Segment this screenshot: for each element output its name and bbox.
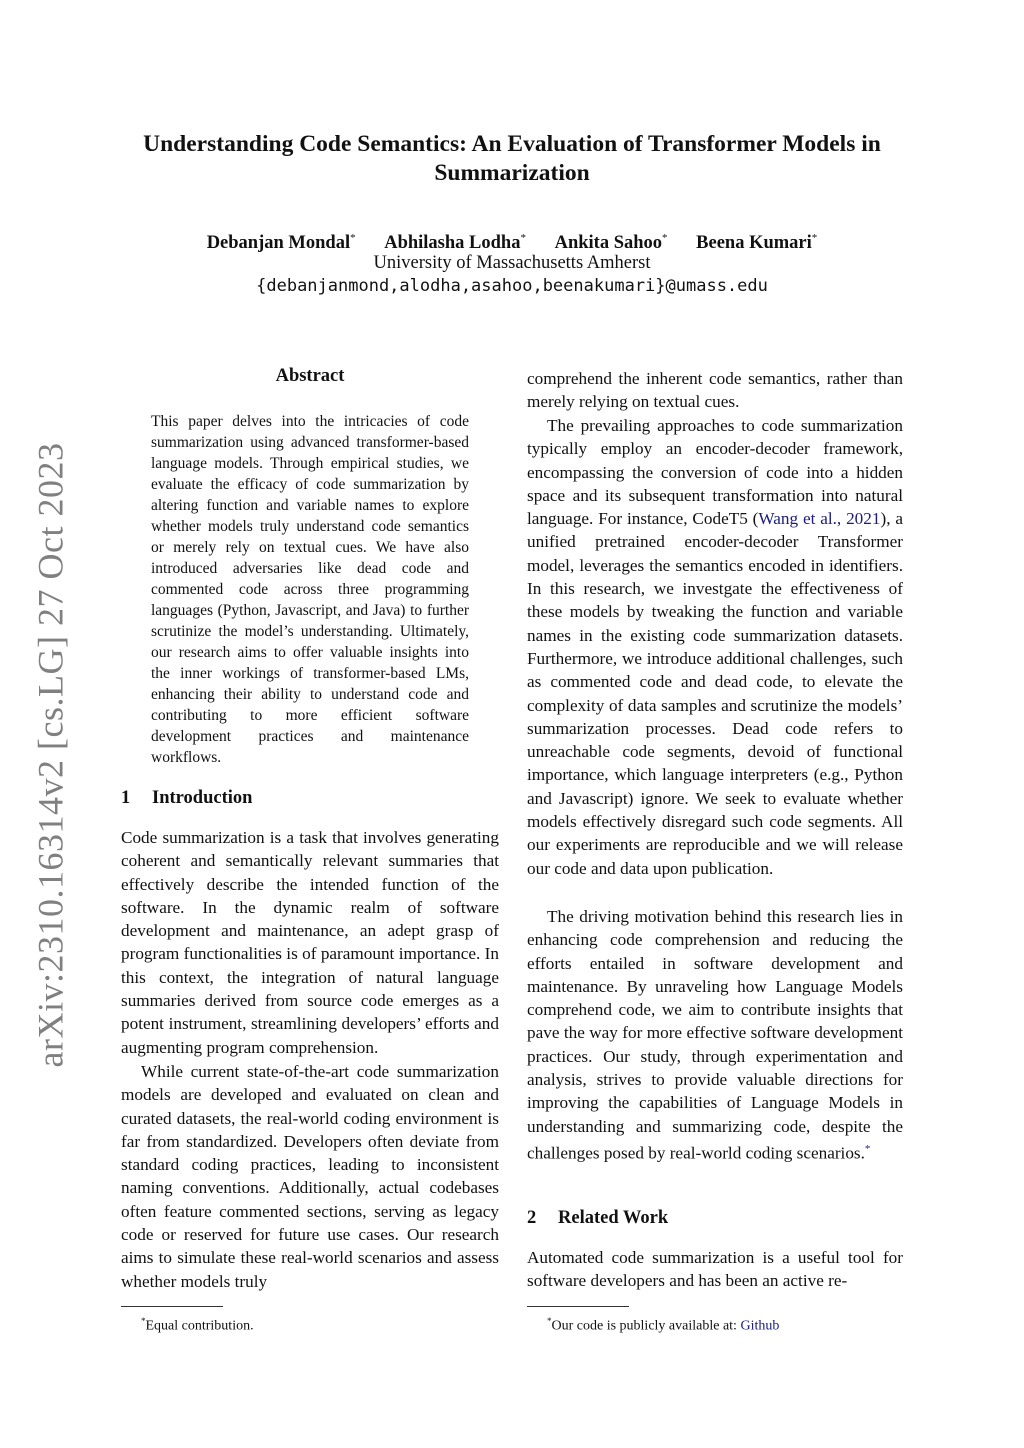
affiliation: University of Massachusetts Amherst xyxy=(373,253,651,273)
author: Beena Kumari* xyxy=(696,232,818,254)
abstract-text: This paper delves into the intricacies of code summarization using advanced transformer-based language models. Through empirical studies, we evaluate the efficacy of code summarization by altering function and variable names to explore whether models truly understand code semantics or merely rely on textual cues. We have also introduced adversaries like dead code and commented code across three programming languages (Python, Javascript, and Java) to further scrutinize the model’s understanding. Ultimately, our research aims to offer valuable insights into the inner workings of transformer-based LMs, enhancing their ability to understand code and contributing to more efficient software development practices and maintenance workflows. xyxy=(151,413,469,766)
footnote-equal-contribution: *Equal contribution. xyxy=(141,1316,254,1334)
abstract-heading: Abstract xyxy=(275,366,345,386)
arxiv-stamp-text: arXiv:2310.16314v2 [cs.LG] 27 Oct 2023 xyxy=(30,442,70,1068)
arxiv-stamp xyxy=(20,442,80,1068)
intro-paragraph-4: The driving motivation behind this research lies in enhancing code comprehension and reducing the efforts entailed in software development and maintenance. By unraveling how Language Models comprehend code, we aim to contribute insights that pave the way for more effective software development practices. Our study, through experimentation and analysis, strives to provide valuable directions for improving the capabilities of Language Models in understanding and summarizing code, despite the challenges posed by real-world coding scenarios.* xyxy=(527,907,903,1163)
github-link[interactable]: Github xyxy=(740,1318,780,1334)
footnote-rule xyxy=(121,1306,223,1307)
footnote-code-availability: *Our code is publicly available at: Github xyxy=(547,1316,780,1334)
footnote-rule xyxy=(527,1306,629,1307)
intro-paragraph-3: The prevailing approaches to code summarization typically employ an encoder-decoder framework, encompassing the conversion of code into a hidden space and its subsequent transformation into natural language. For instance, CodeT5 (Wang et al., 2021), a unified pretrained encoder-decoder Transformer model, leverages the semantics encoded in identifiers. In this research, we investgate the effectiveness of these models by tweaking the function and variable names in the existing code summarization datasets. Furthermore, we introduce additional challenges, such as commented code and dead code, to elevate the complexity of data samples and scrutinize the models’ summarization processes. Dead code refers to unreachable code segments, devoid of functional importance, which language interpreters (e.g., Python and Javascript) ignore. We seek to evaluate whether models effectively disregard such code segments. All our experiments are reproducible and we will release our code and data upon publication. xyxy=(527,416,903,878)
intro-paragraph-1: Code summarization is a task that involves generating coherent and semantically relevant summaries that effectively describe the intended function of the software. In the dynamic realm of software development and maintenance, an adept grasp of program functionalities is of paramount importance. In this context, the integration of natural language summaries derived from source code emerges as a potent instrument, streamlining developers’ efforts and augmenting program comprehension. xyxy=(121,828,499,1057)
intro-paragraph-2: While current state-of-the-art code summarization models are developed and evaluated on clean and curated datasets, the real-world coding environment is far from standardized. Developers often deviate from standard coding practices, leading to inconsistent naming conventions. Additionally, actual codebases often feature commented sections, serving as legacy code or reserved for future use cases. Our research aims to simulate these real-world scenarios and assess whether models truly xyxy=(121,1062,499,1291)
author: Debanjan Mondal* xyxy=(206,232,356,254)
author-emails: {debanjanmond,alodha,asahoo,beenakumari}@umass.edu xyxy=(256,276,768,296)
author: Ankita Sahoo* xyxy=(554,232,668,254)
section-heading-related-work: 2 Related Work xyxy=(527,1208,669,1228)
paper-title: Understanding Code Semantics: An Evaluation of Transformer Models in Summarization xyxy=(143,131,881,186)
citation-link-wang-2021[interactable]: Wang et al., 2021 xyxy=(758,509,881,529)
intro-paragraph-2-continued: comprehend the inherent code semantics, rather than merely relying on textual cues. xyxy=(527,369,903,412)
footnote-marker-link[interactable]: * xyxy=(864,1142,871,1155)
related-work-paragraph-1: Automated code summarization is a useful tool for software developers and has been an active re- xyxy=(527,1248,903,1291)
section-heading-introduction: 1 Introduction xyxy=(121,788,253,808)
author: Abhilasha Lodha* xyxy=(384,232,526,254)
